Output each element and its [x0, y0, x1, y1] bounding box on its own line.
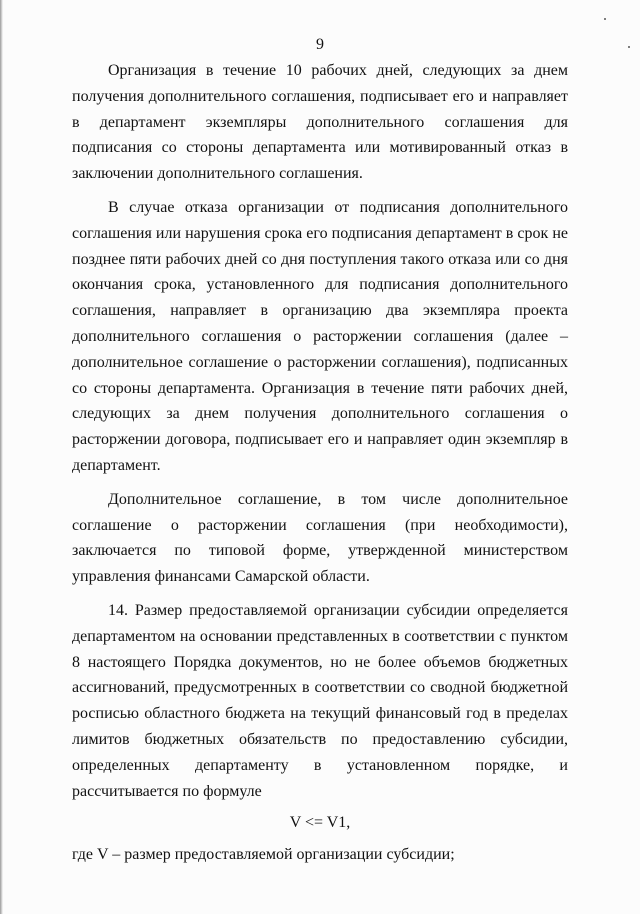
- formula: V <= V1,: [289, 814, 351, 832]
- page-number: 9: [316, 36, 324, 53]
- formula-definition: где V – размер предоставляемой организации субсидии;: [72, 846, 455, 864]
- paragraph-standard-form: Дополнительное соглашение, в том числе дополнительное соглашение о расторжении соглашения (при необходимости), заключается по типовой форме, утвержденной министерством управления финансами Самарской области.: [72, 490, 568, 586]
- paragraph-refusal: В случае отказа организации от подписания дополнительного соглашения или нарушения срока его подписания департамент в срок не позднее пяти рабочих дней со дня поступления такого отказа или со дня окончания срока, установленного для подписания дополнительного соглашения, направляет в организацию два экземпляра проекта дополнительного соглашения о расторжении соглашения (далее – дополнительное соглашение о расторжении соглашения), подписанных со стороны департамента. Организация в течение пяти рабочих дней, следующих за днем получения дополнительного соглашения о расторжении договора, подписывает его и направляет один экземпляр в департамент.: [72, 198, 568, 474]
- scan-speck: [604, 18, 606, 20]
- document-body: [72, 58, 568, 868]
- paragraph-subsidy-size: 14. Размер предоставляемой организации субсидии определяется департаментом на основании представленных в соответствии с пунктом 8 настоящего Порядка документов, но не более объемов бюджетных ассигнований, предусмотренных в соответствии со сводной бюджетной росписью областного бюджета на текущий финансовый год в пределах лимитов бюджетных обязательств по предоставлению субсидии, определенных департаменту в установленном порядке, и рассчитывается по формуле: [72, 601, 568, 800]
- paragraph-signing: Организация в течение 10 рабочих дней, следующих за днем получения дополнительного соглашения, подписывает его и направляет в департамент экземпляры дополнительного соглашения для подписания со стороны департамента или мотивированный отказ в заключении дополнительного соглашения.: [72, 62, 568, 183]
- scan-edge-shadow: [0, 0, 3, 914]
